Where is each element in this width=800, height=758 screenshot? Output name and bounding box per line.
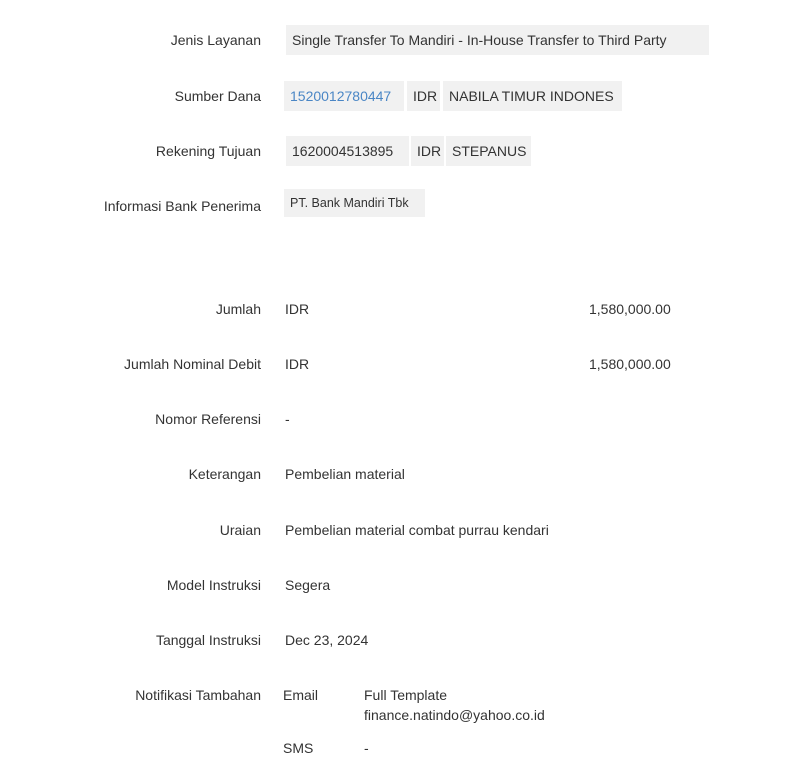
row-tanggal-instruksi bbox=[0, 620, 800, 660]
row-nomor-referensi bbox=[0, 399, 800, 439]
label-jenis-layanan: Jenis Layanan bbox=[170, 32, 261, 48]
row-jumlah bbox=[0, 289, 800, 329]
value-model-instruksi: Segera bbox=[285, 577, 331, 593]
label-jumlah: Jumlah bbox=[215, 301, 261, 317]
label-sumber-dana: Sumber Dana bbox=[174, 88, 261, 104]
source-account-number[interactable]: 1520012780447 bbox=[284, 81, 404, 111]
value-tanggal-instruksi: Dec 23, 2024 bbox=[285, 632, 369, 648]
label-notifikasi-tambahan: Notifikasi Tambahan bbox=[135, 687, 261, 703]
value-uraian: Pembelian material combat purrau kendari bbox=[285, 522, 549, 538]
source-account-name: NABILA TIMUR INDONES bbox=[443, 81, 622, 111]
row-notifikasi-tambahan bbox=[0, 675, 800, 723]
destination-account-number: 1620004513895 bbox=[286, 136, 409, 166]
label-model-instruksi: Model Instruksi bbox=[166, 577, 261, 593]
label-rekening-tujuan: Rekening Tujuan bbox=[155, 143, 261, 159]
label-informasi-bank: Informasi Bank Penerima bbox=[103, 198, 261, 214]
notif-email-details bbox=[364, 685, 545, 725]
row-keterangan bbox=[0, 454, 800, 494]
notif-sms-value: - bbox=[364, 740, 369, 756]
row-notif-sms bbox=[0, 738, 800, 758]
label-nomor-referensi: Nomor Referensi bbox=[155, 411, 261, 427]
row-jenis-layanan bbox=[0, 20, 800, 60]
label-uraian: Uraian bbox=[219, 522, 261, 538]
destination-currency: IDR bbox=[411, 136, 444, 166]
jumlah-currency: IDR bbox=[285, 301, 310, 317]
label-keterangan: Keterangan bbox=[188, 466, 261, 482]
row-jumlah-nominal-debit bbox=[0, 344, 800, 384]
notif-email-address: finance.natindo@yahoo.co.id bbox=[364, 707, 545, 723]
label-jumlah-nominal-debit: Jumlah Nominal Debit bbox=[124, 356, 261, 372]
source-currency: IDR bbox=[407, 81, 440, 111]
row-rekening-tujuan bbox=[0, 131, 800, 171]
value-keterangan: Pembelian material bbox=[285, 466, 405, 482]
value-nomor-referensi: - bbox=[285, 411, 290, 427]
value-informasi-bank: PT. Bank Mandiri Tbk bbox=[284, 189, 425, 217]
notif-email-label: Email bbox=[283, 687, 319, 703]
row-informasi-bank bbox=[0, 186, 800, 226]
row-model-instruksi bbox=[0, 565, 800, 605]
value-jenis-layanan: Single Transfer To Mandiri - In-House Transfer to Third Party bbox=[286, 25, 709, 55]
debit-amount: 1,580,000.00 bbox=[589, 356, 671, 372]
row-sumber-dana bbox=[0, 76, 800, 116]
debit-currency: IDR bbox=[285, 356, 310, 372]
destination-account-name: STEPANUS bbox=[446, 136, 531, 166]
notif-email-template: Full Template bbox=[364, 687, 448, 703]
notif-sms-label: SMS bbox=[283, 740, 314, 756]
label-tanggal-instruksi: Tanggal Instruksi bbox=[155, 632, 261, 648]
row-uraian bbox=[0, 510, 800, 550]
jumlah-amount: 1,580,000.00 bbox=[589, 301, 671, 317]
